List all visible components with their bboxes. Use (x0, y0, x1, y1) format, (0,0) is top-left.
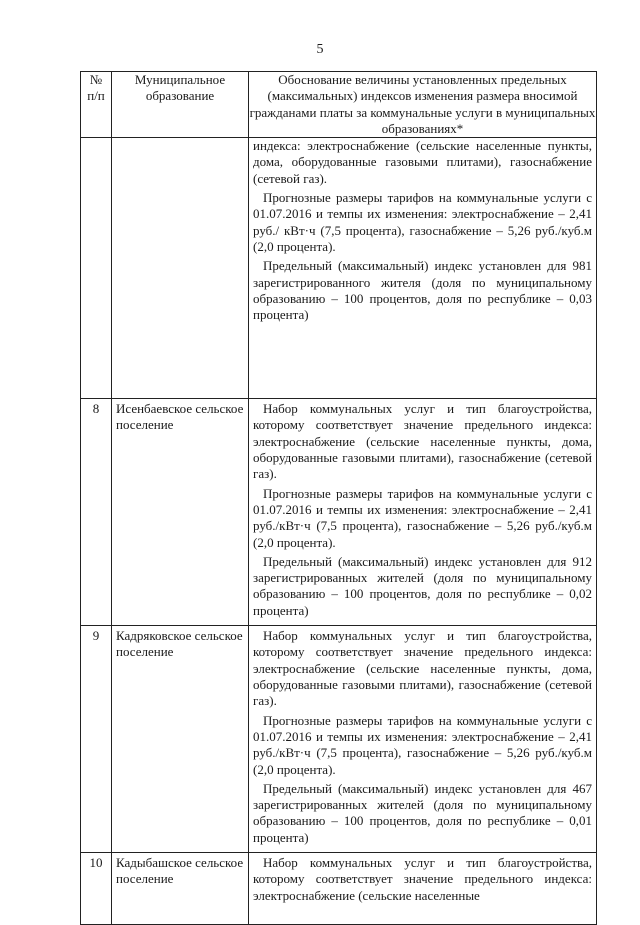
row-num: 8 (81, 399, 112, 626)
row-justification (249, 626, 597, 853)
justification-paragraph: Прогнозные размеры тарифов на коммунальные услуги с 01.07.2016 и темпы их изменения: электроснабжение – 2,41 руб./ кВт·ч (7,5 процента), газоснабжение – 5,26 руб./куб.м (2,0 процента). (253, 190, 592, 254)
row-municipality: Исенбаевское сельское поселение (112, 399, 249, 626)
header-num: № п/п (81, 72, 112, 138)
row-justification (249, 853, 597, 925)
justification-paragraph: Предельный (максимальный) индекс установлен для 467 зарегистрированных жителей (доля по муниципальному образованию – 100 процентов, доля по республике – 0,01 процента) (253, 780, 592, 845)
row-num: 9 (81, 626, 112, 853)
table-row (81, 399, 597, 626)
row-justification (249, 138, 597, 399)
justification-paragraph: Набор коммунальных услуг и тип благоустройства, которому соответствует значение предельного индекса: электроснабжение (сельские населенные пункты, дома, оборудованные газовыми плитами), газоснабжение (сетевой газ). (253, 628, 592, 709)
justification-paragraph: Прогнозные размеры тарифов на коммунальные услуги с 01.07.2016 и темпы их изменения: электроснабжение – 2,41 руб./кВт·ч (7,5 процента), газоснабжение – 5,26 руб./куб.м (2,0 процента). (253, 485, 592, 550)
justification-paragraph: Предельный (максимальный) индекс установлен для 981 зарегистрированного жителя (доля по муниципальному образованию – 100 процентов, доля по республике – 0,03 процента) (253, 258, 592, 323)
header-municipality: Муниципальное образование (112, 72, 249, 138)
row-justification (249, 399, 597, 626)
table-row (81, 626, 597, 853)
tariff-index-table (80, 71, 597, 925)
row-num: 10 (81, 853, 112, 925)
header-justification: Обоснование величины установленных предельных (максимальных) индексов изменения размера вносимой гражданами платы за коммунальные услуги в муниципальных образованиях* (249, 72, 596, 136)
row-municipality: Кадряковское сельское поселение (112, 626, 249, 853)
justification-paragraph: Набор коммунальных услуг и тип благоустройства, которому соответствует значение предельного индекса: электроснабжение (сельские населенные пункты, дома, оборудованные газовыми плитами), газоснабжение (сетевой газ). (253, 401, 592, 482)
justification-paragraph: Прогнозные размеры тарифов на коммунальные услуги с 01.07.2016 и темпы их изменения: электроснабжение – 2,41 руб./кВт·ч (7,5 процента), газоснабжение – 5,26 руб./куб.м (2,0 процента). (253, 712, 592, 777)
row-municipality (112, 138, 249, 399)
justification-paragraph: индекса: электроснабжение (сельские населенные пункты, дома, оборудованные газовыми плитами), газоснабжение (сетевой газ). (253, 138, 592, 186)
table-row (81, 853, 597, 925)
justification-paragraph: Набор коммунальных услуг и тип благоустройства, которому соответствует значение предельного индекса: электроснабжение (сельские населенные (253, 855, 592, 903)
table-row (81, 138, 597, 399)
row-municipality: Кадыбашское сельское поселение (112, 853, 249, 925)
justification-paragraph: Предельный (максимальный) индекс установлен для 912 зарегистрированных жителей (доля по муниципальному образованию – 100 процентов, доля по республике – 0,02 процента) (253, 553, 592, 618)
page-number: 5 (316, 42, 324, 57)
row-num (81, 138, 112, 399)
table-header-row (81, 72, 597, 138)
